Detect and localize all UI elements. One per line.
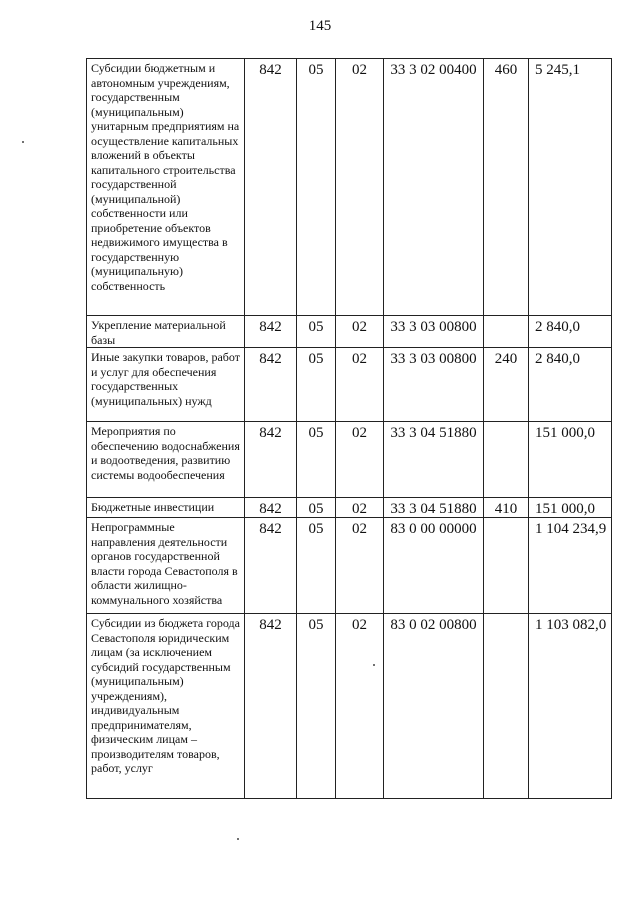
ministry-code: 842 bbox=[245, 614, 297, 799]
table-row bbox=[87, 518, 612, 614]
row-name: Непрограммные направления деятельности органов государственной власти города Севастополя в области жилищно-коммунального хозяйства bbox=[87, 518, 245, 614]
subsection-code: 02 bbox=[336, 348, 384, 422]
scan-speck bbox=[373, 664, 375, 666]
amount: 151 000,0 bbox=[529, 498, 612, 518]
row-name: Укрепление материальной базы bbox=[87, 316, 245, 348]
expense-type-code bbox=[484, 316, 529, 348]
subsection-code: 02 bbox=[336, 614, 384, 799]
table-row bbox=[87, 316, 612, 348]
table-row bbox=[87, 498, 612, 518]
section-code: 05 bbox=[297, 422, 336, 498]
row-name: Субсидии бюджетным и автономным учреждениям, государственным (муниципальным) унитарным предприятиям на осуществление капитальных вложений в объекты капитального строительства государственной (муниципальной) собственности или приобретение объектов недвижимого имущества в государственную (муниципальную) собственность bbox=[87, 59, 245, 316]
row-name: Иные закупки товаров, работ и услуг для обеспечения государственных (муниципальных) нужд bbox=[87, 348, 245, 422]
target-article-code: 33 3 03 00800 bbox=[384, 316, 484, 348]
target-article-code: 33 3 04 51880 bbox=[384, 498, 484, 518]
scan-speck bbox=[22, 141, 24, 143]
section-code: 05 bbox=[297, 614, 336, 799]
amount: 5 245,1 bbox=[529, 59, 612, 316]
ministry-code: 842 bbox=[245, 59, 297, 316]
section-code: 05 bbox=[297, 316, 336, 348]
row-name: Мероприятия по обеспечению водоснабжения и водоотведения, развитию системы водообеспечения bbox=[87, 422, 245, 498]
target-article-code: 33 3 04 51880 bbox=[384, 422, 484, 498]
table-row bbox=[87, 422, 612, 498]
table-row bbox=[87, 348, 612, 422]
ministry-code: 842 bbox=[245, 348, 297, 422]
expense-type-code: 410 bbox=[484, 498, 529, 518]
amount: 2 840,0 bbox=[529, 316, 612, 348]
target-article-code: 33 3 02 00400 bbox=[384, 59, 484, 316]
subsection-code: 02 bbox=[336, 518, 384, 614]
expense-type-code bbox=[484, 614, 529, 799]
ministry-code: 842 bbox=[245, 518, 297, 614]
section-code: 05 bbox=[297, 518, 336, 614]
target-article-code: 33 3 03 00800 bbox=[384, 348, 484, 422]
amount: 2 840,0 bbox=[529, 348, 612, 422]
ministry-code: 842 bbox=[245, 498, 297, 518]
ministry-code: 842 bbox=[245, 316, 297, 348]
amount: 151 000,0 bbox=[529, 422, 612, 498]
expense-type-code bbox=[484, 422, 529, 498]
subsection-code: 02 bbox=[336, 59, 384, 316]
table-row bbox=[87, 59, 612, 316]
table-row bbox=[87, 614, 612, 799]
section-code: 05 bbox=[297, 59, 336, 316]
section-code: 05 bbox=[297, 498, 336, 518]
row-name: Субсидии из бюджета города Севастополя юридическим лицам (за исключением субсидий государственным (муниципальным) учреждениям), индивидуальным предпринимателям, физическим лицам – производителям товаров, работ, услуг bbox=[87, 614, 245, 799]
subsection-code: 02 bbox=[336, 316, 384, 348]
expense-type-code bbox=[484, 518, 529, 614]
subsection-code: 02 bbox=[336, 498, 384, 518]
ministry-code: 842 bbox=[245, 422, 297, 498]
amount: 1 103 082,0 bbox=[529, 614, 612, 799]
subsection-code: 02 bbox=[336, 422, 384, 498]
page-number: 145 bbox=[308, 18, 332, 34]
scan-speck bbox=[237, 838, 239, 840]
budget-table bbox=[86, 58, 612, 799]
section-code: 05 bbox=[297, 348, 336, 422]
target-article-code: 83 0 00 00000 bbox=[384, 518, 484, 614]
amount: 1 104 234,9 bbox=[529, 518, 612, 614]
expense-type-code: 240 bbox=[484, 348, 529, 422]
row-name: Бюджетные инвестиции bbox=[87, 498, 245, 518]
expense-type-code: 460 bbox=[484, 59, 529, 316]
target-article-code: 83 0 02 00800 bbox=[384, 614, 484, 799]
